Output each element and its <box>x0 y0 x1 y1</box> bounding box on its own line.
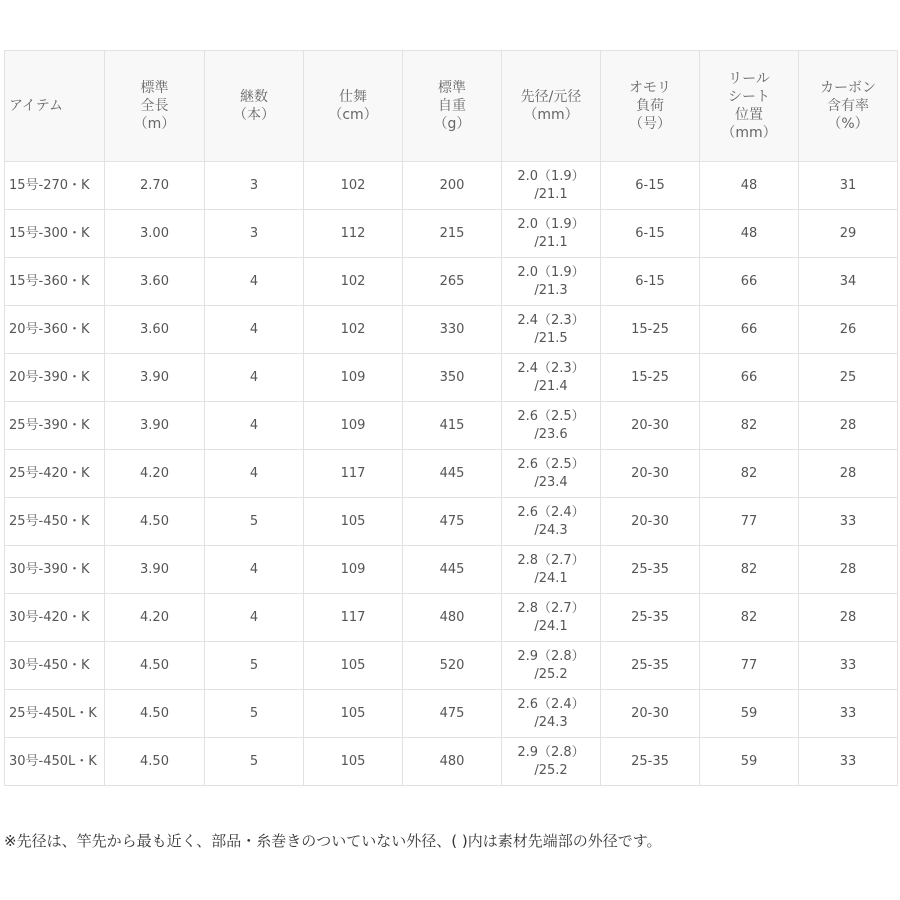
column-header-line: （mm） <box>721 125 777 141</box>
cell-closed: 109 <box>304 402 403 450</box>
cell-diameter <box>502 402 601 450</box>
cell-diameter <box>502 594 601 642</box>
column-header-line: （cm） <box>328 107 378 123</box>
cell-item: 25号-450・K <box>5 498 105 546</box>
cell-weight: 445 <box>403 450 502 498</box>
table-row <box>5 594 898 642</box>
cell-closed: 105 <box>304 498 403 546</box>
cell-length: 4.50 <box>105 690 205 738</box>
column-header-line: （本） <box>233 107 275 123</box>
cell-diameter-butt: /24.3 <box>534 522 568 538</box>
column-header-line: （%） <box>827 116 869 132</box>
cell-diameter-butt: /21.4 <box>534 378 568 394</box>
column-header-line: （号） <box>629 116 671 132</box>
cell-reel-seat: 66 <box>700 258 799 306</box>
cell-item: 20号-390・K <box>5 354 105 402</box>
column-header-line: カーボン <box>820 80 876 96</box>
cell-weight: 520 <box>403 642 502 690</box>
cell-diameter <box>502 498 601 546</box>
cell-carbon: 31 <box>799 162 898 210</box>
cell-sections: 5 <box>205 690 304 738</box>
cell-diameter-butt: /24.1 <box>534 570 568 586</box>
cell-diameter <box>502 354 601 402</box>
cell-length: 2.70 <box>105 162 205 210</box>
cell-reel-seat: 66 <box>700 306 799 354</box>
cell-weight: 415 <box>403 402 502 450</box>
cell-reel-seat: 48 <box>700 162 799 210</box>
cell-weight: 265 <box>403 258 502 306</box>
column-header-line: オモリ <box>629 80 671 96</box>
cell-sinker: 20-30 <box>601 450 700 498</box>
cell-item: 25号-390・K <box>5 402 105 450</box>
column-header-weight <box>403 51 502 162</box>
cell-item: 30号-450L・K <box>5 738 105 786</box>
cell-carbon: 25 <box>799 354 898 402</box>
cell-length: 3.00 <box>105 210 205 258</box>
footnote: ※先径は、竿先から最も近く、部品・糸巻きのついていない外径、( )内は素材先端部の外径です。 <box>4 832 662 850</box>
column-header-line: 位置 <box>735 107 763 123</box>
cell-sinker: 25-35 <box>601 594 700 642</box>
cell-sections: 4 <box>205 594 304 642</box>
cell-reel-seat: 77 <box>700 498 799 546</box>
cell-closed: 105 <box>304 642 403 690</box>
cell-closed: 109 <box>304 354 403 402</box>
cell-sections: 4 <box>205 402 304 450</box>
cell-reel-seat: 59 <box>700 690 799 738</box>
cell-diameter-butt: /21.5 <box>534 330 568 346</box>
cell-diameter-butt: /21.3 <box>534 282 568 298</box>
cell-item: 15号-300・K <box>5 210 105 258</box>
cell-sinker: 15-25 <box>601 354 700 402</box>
cell-sections: 4 <box>205 258 304 306</box>
cell-reel-seat: 59 <box>700 738 799 786</box>
table-row <box>5 402 898 450</box>
cell-carbon: 28 <box>799 402 898 450</box>
column-header-length <box>105 51 205 162</box>
column-header-line: 仕舞 <box>339 89 367 105</box>
column-header-line: 自重 <box>438 98 466 114</box>
cell-length: 3.60 <box>105 258 205 306</box>
column-header-carbon <box>799 51 898 162</box>
cell-sinker: 6-15 <box>601 210 700 258</box>
cell-closed: 102 <box>304 162 403 210</box>
cell-reel-seat: 82 <box>700 402 799 450</box>
cell-sinker: 20-30 <box>601 690 700 738</box>
table-row <box>5 354 898 402</box>
cell-item: 25号-420・K <box>5 450 105 498</box>
cell-diameter-tip: 2.9（2.8） <box>517 648 585 664</box>
cell-closed: 109 <box>304 546 403 594</box>
cell-diameter-tip: 2.6（2.4） <box>517 504 585 520</box>
table-row <box>5 546 898 594</box>
cell-carbon: 34 <box>799 258 898 306</box>
cell-diameter <box>502 450 601 498</box>
cell-item: 30号-450・K <box>5 642 105 690</box>
cell-carbon: 33 <box>799 498 898 546</box>
cell-diameter-butt: /24.3 <box>534 714 568 730</box>
cell-sections: 4 <box>205 354 304 402</box>
cell-reel-seat: 82 <box>700 450 799 498</box>
column-header-line: リール <box>728 71 770 87</box>
cell-diameter-tip: 2.4（2.3） <box>517 360 585 376</box>
cell-diameter-butt: /21.1 <box>534 234 568 250</box>
cell-length: 3.60 <box>105 306 205 354</box>
column-header-line: 標準 <box>140 80 169 96</box>
cell-closed: 112 <box>304 210 403 258</box>
cell-weight: 480 <box>403 738 502 786</box>
cell-weight: 475 <box>403 498 502 546</box>
table-row <box>5 498 898 546</box>
table-row <box>5 162 898 210</box>
cell-sections: 4 <box>205 450 304 498</box>
cell-reel-seat: 48 <box>700 210 799 258</box>
cell-length: 4.20 <box>105 450 205 498</box>
cell-diameter <box>502 690 601 738</box>
cell-diameter-tip: 2.9（2.8） <box>517 744 585 760</box>
cell-weight: 350 <box>403 354 502 402</box>
cell-sinker: 25-35 <box>601 546 700 594</box>
cell-carbon: 33 <box>799 738 898 786</box>
table-row <box>5 210 898 258</box>
column-header-line: 標準 <box>438 80 466 96</box>
cell-diameter-butt: /23.6 <box>534 426 568 442</box>
table-row <box>5 642 898 690</box>
cell-diameter-butt: /21.1 <box>534 186 568 202</box>
column-header-line: シート <box>728 89 770 105</box>
cell-diameter <box>502 546 601 594</box>
cell-diameter-butt: /24.1 <box>534 618 568 634</box>
column-header-line: （g） <box>433 116 471 132</box>
cell-weight: 475 <box>403 690 502 738</box>
cell-item: 25号-450L・K <box>5 690 105 738</box>
cell-carbon: 28 <box>799 546 898 594</box>
cell-sinker: 6-15 <box>601 162 700 210</box>
cell-weight: 480 <box>403 594 502 642</box>
cell-length: 3.90 <box>105 402 205 450</box>
cell-weight: 330 <box>403 306 502 354</box>
table-body <box>5 162 898 786</box>
cell-weight: 215 <box>403 210 502 258</box>
cell-item: 30号-420・K <box>5 594 105 642</box>
cell-sections: 3 <box>205 210 304 258</box>
cell-carbon: 33 <box>799 642 898 690</box>
table-row <box>5 450 898 498</box>
cell-diameter-tip: 2.8（2.7） <box>517 600 585 616</box>
cell-diameter <box>502 258 601 306</box>
cell-diameter-tip: 2.0（1.9） <box>517 168 585 184</box>
cell-length: 4.50 <box>105 498 205 546</box>
cell-carbon: 28 <box>799 594 898 642</box>
table-row <box>5 738 898 786</box>
cell-length: 4.50 <box>105 738 205 786</box>
cell-reel-seat: 82 <box>700 546 799 594</box>
cell-length: 4.20 <box>105 594 205 642</box>
cell-closed: 105 <box>304 738 403 786</box>
cell-sections: 3 <box>205 162 304 210</box>
column-header-sections <box>205 51 304 162</box>
cell-sections: 4 <box>205 546 304 594</box>
cell-length: 3.90 <box>105 354 205 402</box>
cell-weight: 200 <box>403 162 502 210</box>
cell-closed: 105 <box>304 690 403 738</box>
cell-item: 15号-360・K <box>5 258 105 306</box>
column-header-line: 負荷 <box>636 98 664 114</box>
spec-table <box>4 50 898 786</box>
cell-sections: 5 <box>205 498 304 546</box>
cell-sections: 4 <box>205 306 304 354</box>
column-header-item <box>5 51 105 162</box>
cell-carbon: 29 <box>799 210 898 258</box>
column-header-line: （m） <box>133 116 176 132</box>
cell-sections: 5 <box>205 738 304 786</box>
table-row <box>5 306 898 354</box>
column-header-line: アイテム <box>9 98 64 114</box>
cell-carbon: 28 <box>799 450 898 498</box>
cell-diameter <box>502 162 601 210</box>
cell-diameter-tip: 2.0（1.9） <box>517 264 585 280</box>
column-header-line: 含有率 <box>827 98 869 114</box>
cell-item: 15号-270・K <box>5 162 105 210</box>
cell-sinker: 20-30 <box>601 402 700 450</box>
column-header-line: 全長 <box>140 98 169 114</box>
cell-sinker: 25-35 <box>601 738 700 786</box>
cell-reel-seat: 77 <box>700 642 799 690</box>
cell-carbon: 33 <box>799 690 898 738</box>
cell-item: 20号-360・K <box>5 306 105 354</box>
cell-diameter-butt: /23.4 <box>534 474 568 490</box>
cell-sinker: 6-15 <box>601 258 700 306</box>
column-header-line: （mm） <box>523 107 579 123</box>
cell-length: 4.50 <box>105 642 205 690</box>
cell-diameter-tip: 2.6（2.5） <box>517 456 585 472</box>
column-header-line: 先径/元径 <box>520 89 582 105</box>
cell-closed: 117 <box>304 594 403 642</box>
table-header-row <box>5 51 898 162</box>
cell-reel-seat: 66 <box>700 354 799 402</box>
cell-sections: 5 <box>205 642 304 690</box>
cell-diameter <box>502 306 601 354</box>
cell-diameter-butt: /25.2 <box>534 762 568 778</box>
column-header-reel-seat <box>700 51 799 162</box>
cell-diameter-tip: 2.0（1.9） <box>517 216 585 232</box>
cell-diameter-tip: 2.6（2.4） <box>517 696 585 712</box>
cell-diameter-butt: /25.2 <box>534 666 568 682</box>
cell-diameter <box>502 210 601 258</box>
cell-sinker: 20-30 <box>601 498 700 546</box>
table-row <box>5 258 898 306</box>
cell-carbon: 26 <box>799 306 898 354</box>
cell-closed: 117 <box>304 450 403 498</box>
cell-reel-seat: 82 <box>700 594 799 642</box>
table-row <box>5 690 898 738</box>
cell-sinker: 25-35 <box>601 642 700 690</box>
cell-closed: 102 <box>304 306 403 354</box>
cell-diameter <box>502 642 601 690</box>
cell-diameter-tip: 2.6（2.5） <box>517 408 585 424</box>
cell-closed: 102 <box>304 258 403 306</box>
column-header-line: 継数 <box>240 89 268 105</box>
column-header-diameter <box>502 51 601 162</box>
column-header-sinker <box>601 51 700 162</box>
cell-sinker: 15-25 <box>601 306 700 354</box>
cell-diameter-tip: 2.4（2.3） <box>517 312 585 328</box>
cell-diameter <box>502 738 601 786</box>
cell-item: 30号-390・K <box>5 546 105 594</box>
cell-weight: 445 <box>403 546 502 594</box>
column-header-closed <box>304 51 403 162</box>
cell-length: 3.90 <box>105 546 205 594</box>
cell-diameter-tip: 2.8（2.7） <box>517 552 585 568</box>
